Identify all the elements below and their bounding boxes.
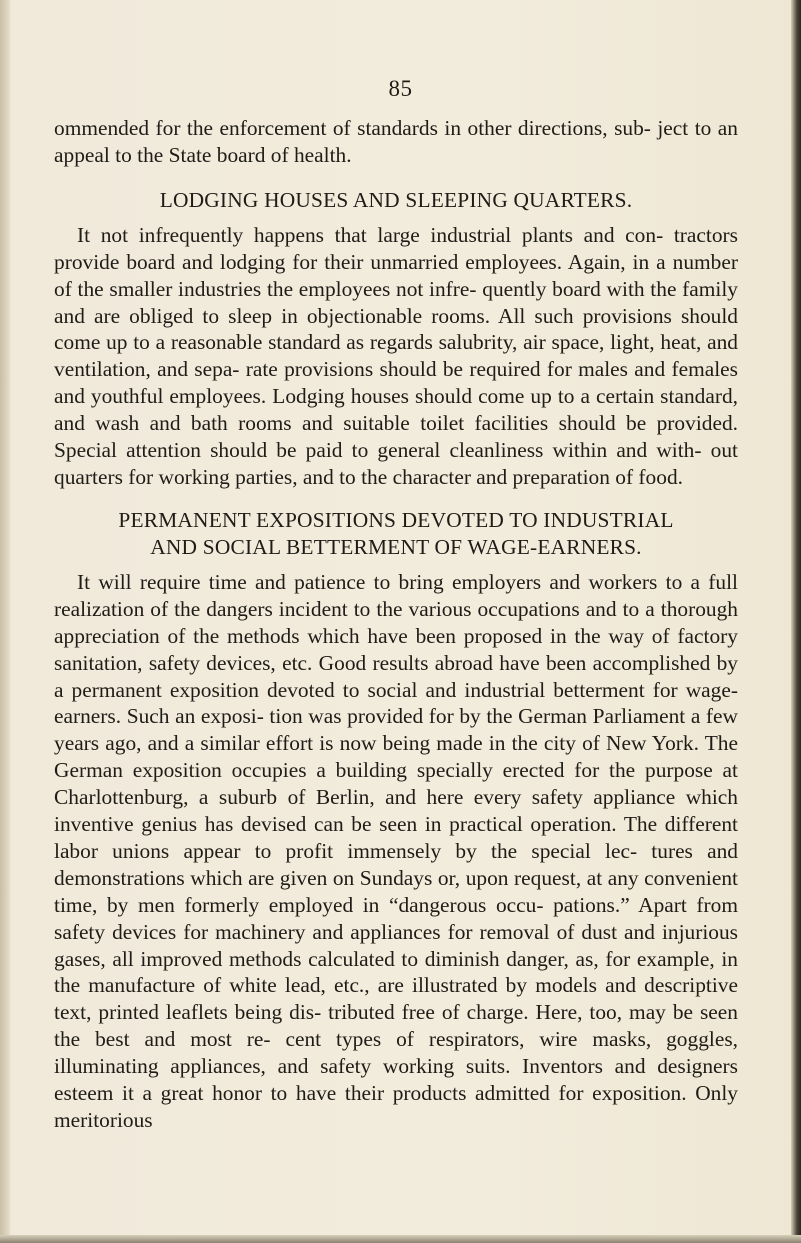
section-heading-expositions-line2: AND SOCIAL BETTERMENT OF WAGE-EARNERS. — [150, 534, 642, 559]
page-content — [54, 115, 738, 1134]
lodging-paragraph: It not infrequently happens that large industrial plants and con- tractors provide board and lodging for their unmarried employees. Again, in a number of the smaller industries the employees not infre- quently board with the family and are obliged to sleep in objectionable rooms. All such provisions should come up to a reasonable standard as regards salubrity, air space, light, heat, and ventilation, and sepa- rate provisions should be required for males and females and youthful employees. Lodging houses should come up to a certain standard, and wash and bath rooms and suitable toilet facilities should be provided. Special attention should be paid to general cleanliness within and with- out quarters for working parties, and to the character and preparation of food. — [54, 222, 738, 489]
section-heading-lodging: LODGING HOUSES AND SLEEPING QUARTERS. — [159, 187, 633, 212]
page-spine-shadow — [0, 0, 10, 1243]
section-heading-expositions-line1: PERMANENT EXPOSITIONS DEVOTED TO INDUSTRIAL — [118, 507, 674, 532]
page-number: 85 — [388, 76, 413, 101]
expositions-paragraph: It will require time and patience to bring employers and workers to a full realization of the dangers incident to the various occupations and to a thorough appreciation of the methods which have been proposed in the way of factory sanitation, safety devices, etc. Good results abroad have been accomplished by a permanent exposition devoted to social and industrial betterment for wage-earners. Such an exposi- tion was provided for by the German Parliament a few years ago, and a similar effort is now being made in the city of New York. The German exposition occupies a building specially erected for the purpose at Charlottenburg, a suburb of Berlin, and here every safety appliance which inventive genius has devised can be seen in practical operation. The different labor unions appear to profit immensely by the special lec- tures and demonstrations which are given on Sundays or, upon request, at any convenient time, by men formerly employed in “dangerous occu- pations.” Apart from safety devices for machinery and appliances for removal of dust and injurious gases, all improved methods calculated to diminish danger, as, for example, in the manufacture of white lead, etc., are illustrated by models and descriptive text, printed leaflets being dis- tributed free of charge. Here, too, may be seen the best and most re- cent types of respirators, wire masks, goggles, illuminating appliances, and safety working suits. Inventors and designers esteem it a great honor to have their products admitted for exposition. Only meritorious — [54, 569, 738, 1132]
page-edge-bottom — [0, 1235, 801, 1243]
page-edge-right — [791, 0, 801, 1243]
continuation-paragraph: ommended for the enforcement of standards in other directions, sub- ject to an appeal to the State board of health. — [54, 116, 738, 167]
